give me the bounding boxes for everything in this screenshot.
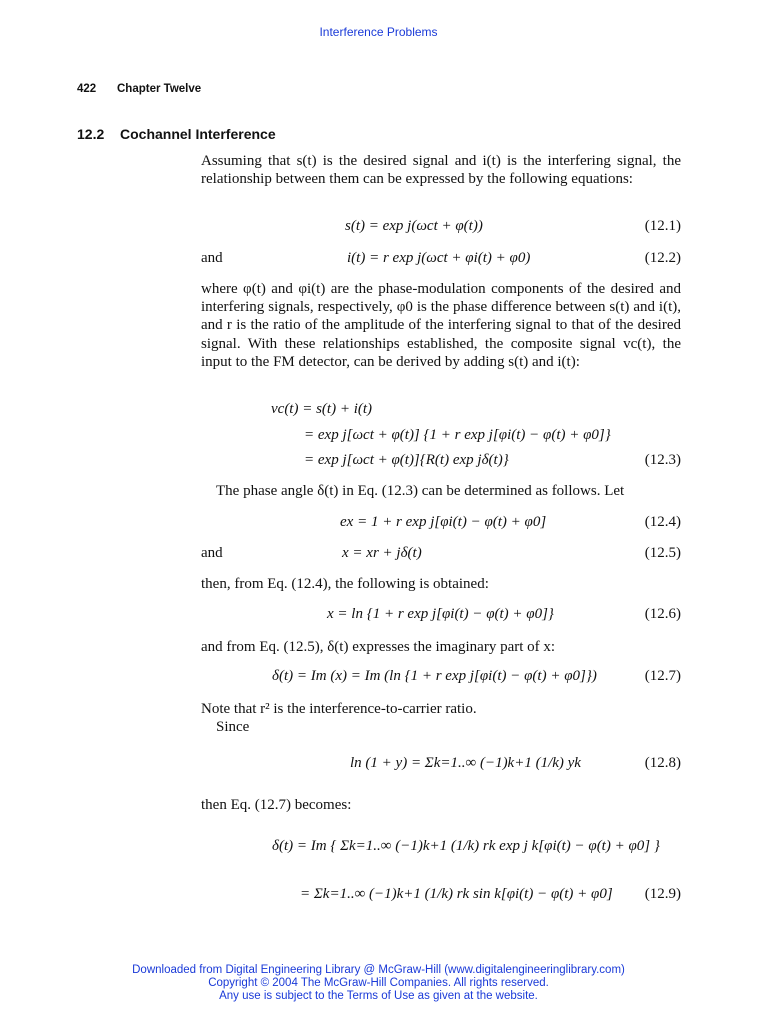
running-head: Interference Problems	[319, 25, 438, 39]
page-number: 422	[77, 83, 97, 95]
connector-word: and	[201, 250, 223, 266]
paragraph-phase-angle: The phase angle δ(t) in Eq. (12.3) can be determined as follows. Let	[216, 483, 625, 499]
equation-number: (12.1)	[644, 218, 681, 234]
equation-number: (12.7)	[644, 668, 681, 684]
equation-12-1: s(t) = exp j(ωct + φ(t))	[345, 218, 483, 234]
equation-number: (12.4)	[644, 514, 681, 530]
chapter-label: Chapter Twelve	[117, 83, 202, 95]
paragraph-imaginary-part: and from Eq. (12.5), δ(t) expresses the imaginary part of x:	[201, 639, 556, 655]
word-since: Since	[216, 719, 250, 735]
paragraph-becomes: then Eq. (12.7) becomes:	[201, 797, 352, 813]
paragraph-then: then, from Eq. (12.4), the following is obtained:	[201, 576, 489, 592]
equation-number: (12.3)	[644, 452, 681, 468]
section-title: Cochannel Interference	[120, 126, 276, 142]
footer-download-link[interactable]: Downloaded from Digital Engineering Library @ McGraw-Hill (www.digitalengineeringlibrary.com)	[132, 964, 625, 976]
equation-12-2: i(t) = r exp j(ωct + φi(t) + φ0)	[347, 250, 531, 266]
equation-12-3-line-1: vc(t) = s(t) + i(t)	[271, 401, 373, 417]
equation-number: (12.9)	[644, 886, 681, 902]
equation-number: (12.8)	[644, 755, 681, 771]
footer-copyright: Copyright © 2004 The McGraw-Hill Companies. All rights reserved.	[208, 977, 549, 989]
equation-12-9-line-1: δ(t) = Im { Σk=1..∞ (−1)k+1 (1/k) rk exp j k[φi(t) − φ(t) + φ0] }	[272, 838, 660, 854]
equation-12-4: ex = 1 + r exp j[φi(t) − φ(t) + φ0]	[340, 514, 547, 530]
equation-12-8: ln (1 + y) = Σk=1..∞ (−1)k+1 (1/k) yk	[350, 755, 581, 771]
equation-12-6: x = ln {1 + r exp j[φi(t) − φ(t) + φ0]}	[327, 606, 554, 622]
equation-number: (12.6)	[644, 606, 681, 622]
paragraph-note: Note that r² is the interference-to-carrier ratio.	[201, 701, 477, 717]
paragraph-definitions: where φ(t) and φi(t) are the phase-modulation components of the desired and interfering signals, respectively, φ0 is the phase difference between s(t) and i(t), and r is the ratio of the amplitude of the interfering signal to that of the desired signal. With these relationships established, the composite signal vc(t), the input to the FM detector, can be derived by adding s(t) and i(t):	[201, 281, 681, 370]
equation-12-3-line-3: = exp j[ωct + φ(t)]{R(t) exp jδ(t)}	[304, 452, 509, 468]
equation-12-5: x = xr + jδ(t)	[342, 545, 422, 561]
equation-number: (12.5)	[644, 545, 681, 561]
equation-number: (12.2)	[644, 250, 681, 266]
equation-12-9-line-2: = Σk=1..∞ (−1)k+1 (1/k) rk sin k[φi(t) − φ(t) + φ0]	[300, 886, 613, 902]
paragraph-intro: Assuming that s(t) is the desired signal and i(t) is the interfering signal, the relationship between them can be expressed by the following equations:	[201, 153, 681, 188]
equation-12-3-line-2: = exp j[ωct + φ(t)] {1 + r exp j[φi(t) − φ(t) + φ0]}	[304, 427, 611, 443]
footer	[0, 964, 757, 1003]
footer-terms: Any use is subject to the Terms of Use as given at the website.	[219, 990, 538, 1002]
equation-12-7: δ(t) = Im (x) = Im (ln {1 + r exp j[φi(t) − φ(t) + φ0]})	[272, 668, 597, 684]
connector-word: and	[201, 545, 223, 561]
section-number: 12.2	[77, 126, 105, 142]
